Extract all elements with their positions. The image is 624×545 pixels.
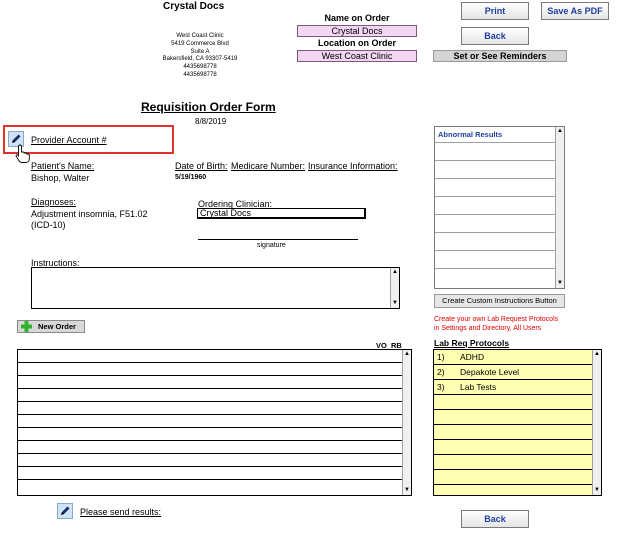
patient-name-label: Patient's Name: (31, 161, 95, 171)
ordering-clinician-label: Ordering Clinician: (198, 199, 273, 209)
table-row (18, 375, 402, 376)
list-item (435, 196, 555, 197)
list-item (434, 484, 592, 485)
address-line: 4435698778 (183, 71, 217, 78)
scroll-up-icon[interactable]: ▲ (594, 351, 600, 357)
form-title: Requisition Order Form (141, 100, 276, 114)
back-button-top[interactable]: Back (461, 27, 529, 45)
list-item (435, 178, 555, 179)
provider-account-label[interactable]: Provider Account # (31, 135, 107, 145)
create-custom-instructions-button[interactable]: Create Custom Instructions Button (434, 294, 565, 308)
new-order-button[interactable] (17, 320, 85, 333)
form-date: 8/8/2019 (195, 117, 227, 126)
protocol-label: Lab Tests (460, 382, 497, 392)
lab-protocols-title: Lab Req Protocols (434, 338, 510, 348)
table-row (18, 440, 402, 441)
protocol-item-lab-tests[interactable] (434, 380, 592, 394)
protocol-number: 3) (437, 382, 445, 392)
medicare-number-label: Medicare Number: (231, 161, 306, 171)
list-item (434, 439, 592, 440)
list-item (434, 424, 592, 425)
table-row (18, 466, 402, 467)
lab-protocols-list[interactable] (433, 349, 602, 496)
list-item (434, 379, 592, 380)
protocol-number: 1) (437, 352, 445, 362)
orders-scrollbar[interactable] (402, 350, 411, 495)
list-item (435, 160, 555, 161)
vo-column-header: VO (376, 341, 387, 350)
list-item (435, 214, 555, 215)
insurance-information-label: Insurance Information: (308, 161, 398, 171)
scroll-down-icon[interactable]: ▼ (557, 280, 563, 286)
table-row (18, 414, 402, 415)
protocol-label: ADHD (460, 352, 485, 362)
orders-table[interactable] (17, 349, 412, 496)
diagnoses-label: Diagnoses: (31, 197, 77, 207)
scroll-up-icon[interactable]: ▲ (557, 128, 563, 134)
diagnosis-line: Adjustment insomnia, F51.02 (31, 209, 148, 219)
list-item (434, 409, 592, 410)
instructions-label: Instructions: (31, 258, 80, 268)
protocol-item-depakote[interactable] (434, 365, 592, 379)
list-item (435, 250, 555, 251)
list-item (434, 469, 592, 470)
list-item (435, 232, 555, 233)
list-item (434, 364, 592, 365)
signature-label: signature (257, 242, 286, 249)
abnormal-results-title: Abnormal Results (438, 130, 503, 139)
please-send-results-label[interactable]: Please send results: (80, 507, 162, 517)
clinic-address (150, 33, 250, 80)
name-on-order-field[interactable]: Crystal Docs (297, 25, 417, 37)
save-as-pdf-button[interactable]: Save As PDF (541, 2, 609, 20)
signature-line (198, 239, 358, 240)
protocol-label: Depakote Level (460, 367, 520, 377)
dob-value: 5/19/1960 (175, 174, 207, 181)
new-order-label: New Order (38, 322, 76, 331)
abnormal-results-panel[interactable] (434, 126, 565, 289)
table-row (18, 388, 402, 389)
note-line: in Settings and Directory, All Users (434, 325, 542, 332)
name-on-order-label: Name on Order (324, 13, 390, 23)
table-row (18, 362, 402, 363)
set-reminders-button[interactable]: Set or See Reminders (433, 50, 567, 62)
back-button-bottom[interactable]: Back (461, 510, 529, 528)
scroll-up-icon[interactable]: ▲ (392, 269, 398, 275)
location-on-order-field[interactable]: West Coast Clinic (297, 50, 417, 62)
list-item (434, 454, 592, 455)
address-line: 4435698778 (183, 64, 217, 71)
plus-icon (21, 321, 32, 332)
address-line: West Coast Clinic (176, 33, 224, 39)
list-item (435, 268, 555, 269)
scroll-down-icon[interactable]: ▼ (594, 487, 600, 493)
dob-label: Date of Birth: (175, 161, 228, 171)
rb-column-header: RB (391, 341, 402, 350)
company-name: Crystal Docs (163, 1, 225, 12)
protocol-item-adhd[interactable] (434, 350, 592, 364)
list-item (435, 142, 555, 143)
print-button[interactable]: Print (461, 2, 529, 20)
patient-name-value: Bishop, Walter (31, 173, 90, 183)
address-line: Suite A (190, 48, 210, 55)
scroll-down-icon[interactable]: ▼ (404, 487, 410, 493)
please-send-edit-button[interactable] (57, 503, 73, 519)
table-row (18, 401, 402, 402)
lab-protocols-scrollbar[interactable] (592, 350, 601, 495)
scroll-up-icon[interactable]: ▲ (404, 351, 410, 357)
ordering-clinician-field[interactable]: Crystal Docs (197, 208, 366, 219)
table-row (18, 453, 402, 454)
list-item (434, 394, 592, 395)
address-line: Bakersfield, CA 93307-5419 (162, 56, 238, 63)
protocol-number: 2) (437, 367, 445, 377)
scroll-down-icon[interactable]: ▼ (392, 300, 398, 306)
note-line: Create your own Lab Request Protocols (434, 316, 559, 323)
address-line: 5419 Commerce Blvd (171, 40, 229, 47)
table-row (18, 479, 402, 480)
instructions-scrollbar[interactable] (390, 268, 399, 308)
hand-cursor-icon (15, 144, 31, 164)
lab-protocols-note (434, 315, 558, 333)
instructions-textarea[interactable] (31, 267, 400, 309)
location-on-order-label: Location on Order (317, 38, 396, 48)
pencil-icon (58, 504, 72, 518)
diagnosis-line: (ICD-10) (31, 220, 66, 230)
abnormal-results-scrollbar[interactable] (555, 127, 564, 288)
diagnoses-value (31, 209, 148, 231)
table-row (18, 427, 402, 428)
